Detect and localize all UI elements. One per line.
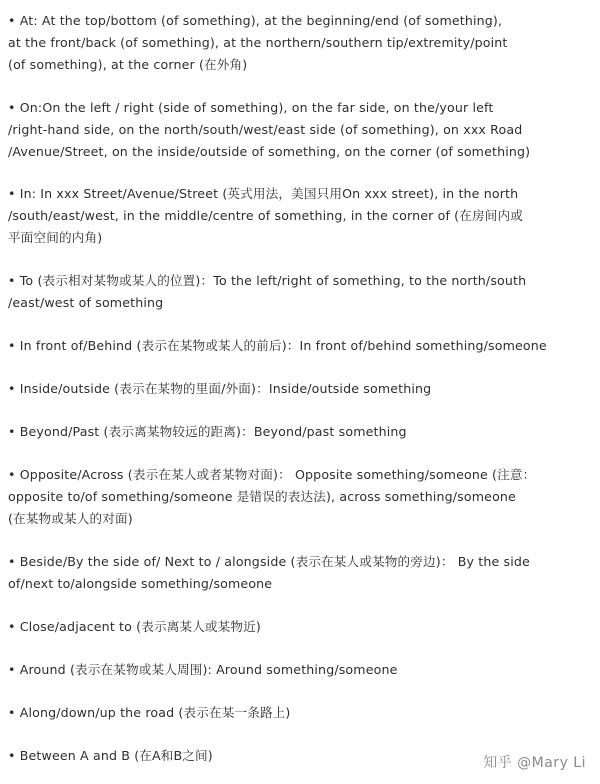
list-item-line: • Inside/outside (表示在某物的里面/外面)：Inside/outside something [8,381,432,396]
list-item-line: /south/east/west, in the middle/centre of something, in the corner of (在房间内或 [8,208,523,223]
list-item-line: /east/west of something [8,295,164,310]
list-item-line: • Along/down/up the road (表示在某一条路上) [8,705,291,720]
list-item-line: • In: In xxx Street/Avenue/Street (英式用法，美国只用On xxx street), in the north [8,186,519,201]
zhihu-watermark: 知乎 @Mary Li [483,755,586,771]
list-item-line: • Between A and B (在A和B之间) [8,748,213,763]
list-item-line: • On:On the left / right (side of something), on the far side, on the/your left [8,100,494,115]
list-item-line: /Avenue/Street, on the inside/outside of something, on the corner (of something) [8,144,531,159]
list-item-line: /right-hand side, on the north/south/west/east side (of something), on xxx Road [8,122,523,137]
list-item-line: of/next to/alongside something/someone [8,576,273,591]
list-item-line: • In front of/Behind (表示在某物或某人的前后)：In front of/behind something/someone [8,338,547,353]
list-item-line: (of something), at the corner (在外角) [8,57,248,72]
list-item-line: 平面空间的内角) [8,230,103,245]
list-item-line: opposite to/of something/someone 是错误的表达法), across something/someone [8,489,516,504]
list-item-line: • To (表示相对某物或某人的位置)：To the left/right of something, to the north/south [8,273,527,288]
list-item-line: • Close/adjacent to (表示离某人或某物近) [8,619,261,634]
list-item-line: at the front/back (of something), at the northern/southern tip/extremity/point [8,35,508,50]
list-item-line: • At: At the top/bottom (of something), at the beginning/end (of something), [8,13,503,28]
list-item-line: • Beyond/Past (表示离某物较远的距离)：Beyond/past something [8,424,407,439]
list-item-line: • Around (表示在某物或某人周围): Around something/someone [8,662,398,677]
list-item-line: • Beside/By the side of/ Next to / alongside (表示在某人或某物的旁边)： By the side [8,554,530,569]
list-item-line: (在某物或某人的对面) [8,511,133,526]
list-item-line: • Opposite/Across (表示在某人或者某物对面)： Opposite something/someone (注意： [8,467,536,482]
